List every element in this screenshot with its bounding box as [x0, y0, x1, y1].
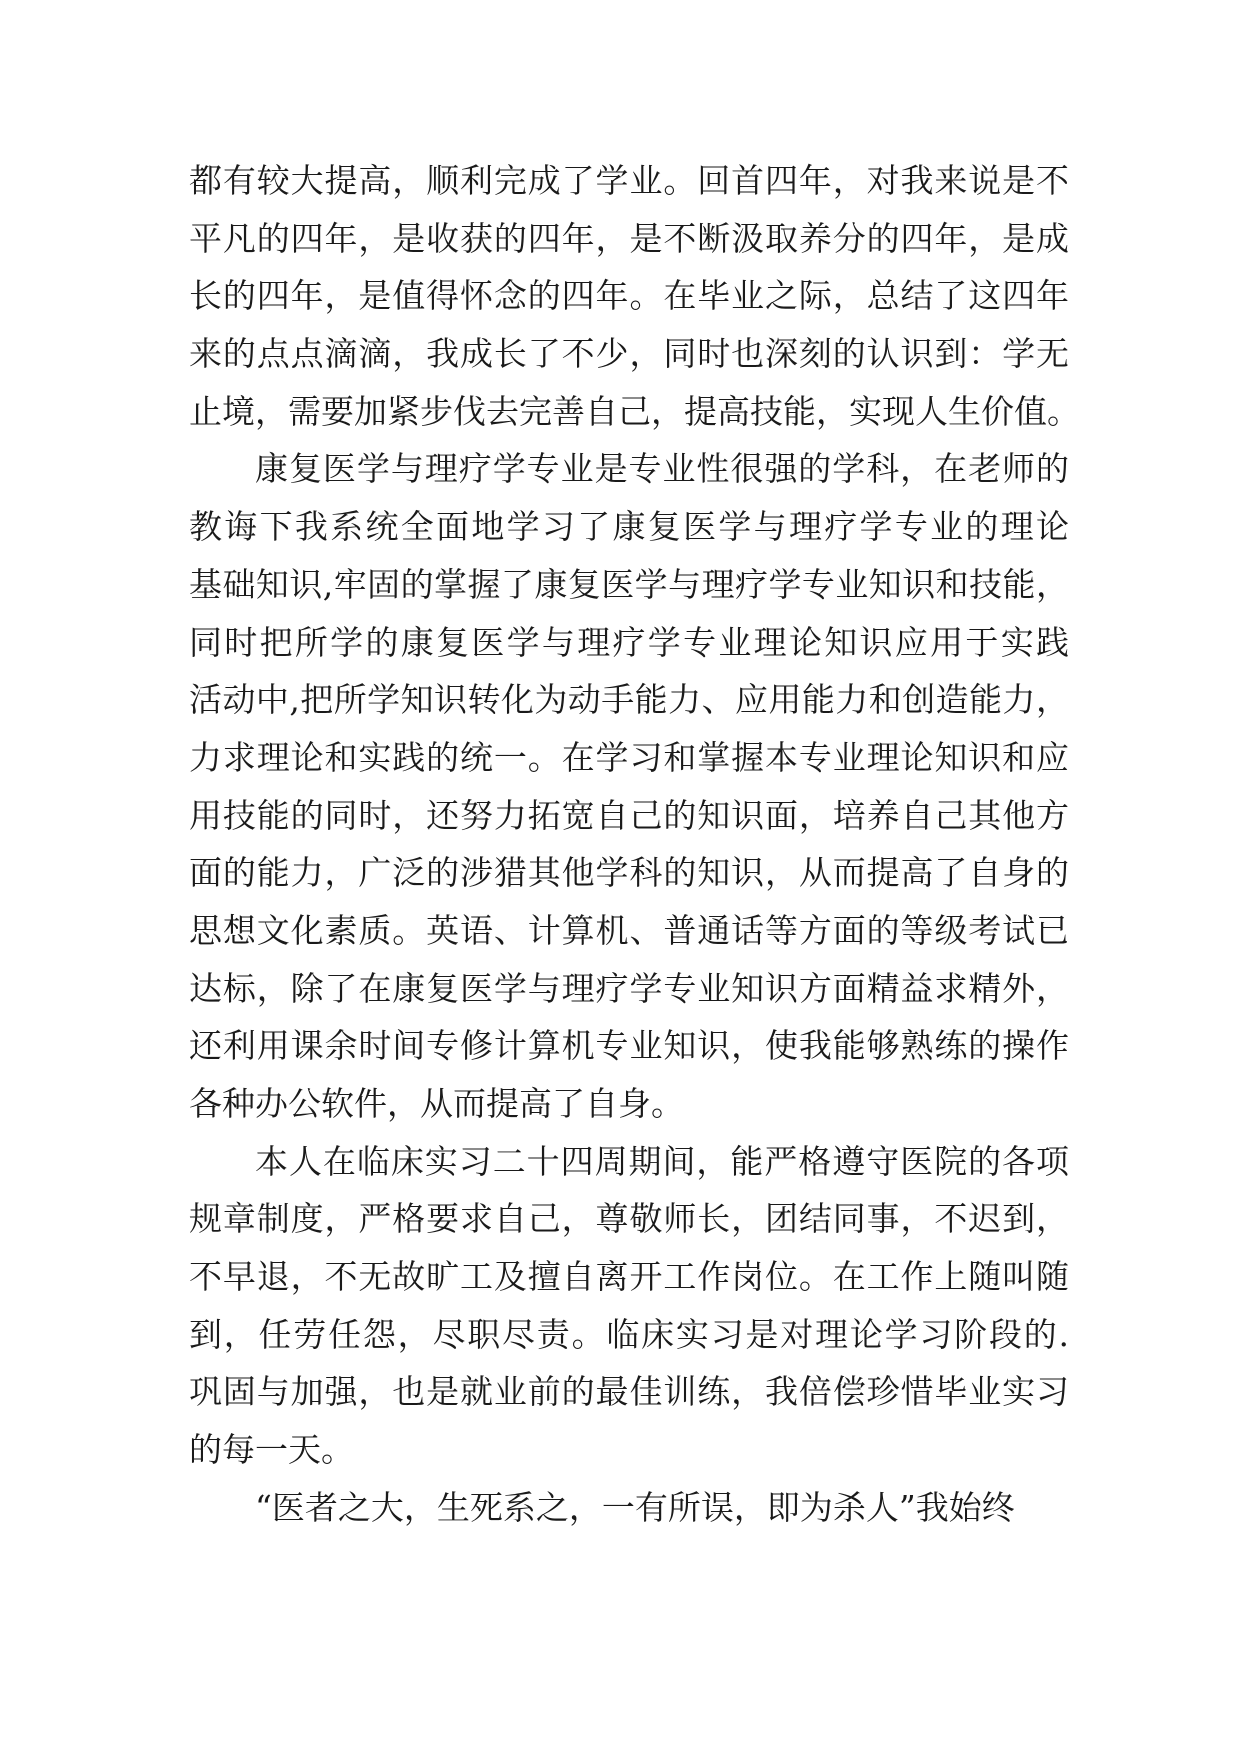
text-line: 活动中,把所学知识转化为动手能力、应用能力和创造能力， — [189, 680, 1069, 720]
text-line: 教诲下我系统全面地学习了康复医学与理疗学专业的理论 — [189, 507, 1069, 547]
text-line: 的每一天。 — [189, 1430, 354, 1470]
text-line: 力求理论和实践的统一。在学习和掌握本专业理论知识和应 — [189, 737, 1069, 777]
paragraph-first-line: 康复医学与理疗学专业是专业性很强的学科，在老师的 — [255, 449, 1069, 489]
text-line: 到，任劳任怨，尽职尽责。临床实习是对理论学习阶段的. — [189, 1314, 1069, 1354]
text-line: 止境，需要加紧步伐去完善自己，提高技能，实现人生价值。 — [189, 391, 1080, 431]
text-line: 各种办公软件，从而提高了自身。 — [189, 1084, 684, 1123]
text-line: 达标，除了在康复医学与理疗学专业知识方面精益求精外， — [189, 968, 1069, 1008]
text-line: 规章制度，严格要求自己，尊敬师长，团结同事，不迟到， — [189, 1199, 1069, 1239]
text-line: 长的四年，是值得怀念的四年。在毕业之际，总结了这四年 — [189, 276, 1069, 316]
text-line: 巩固与加强，也是就业前的最佳训练，我倍偿珍惜毕业实习 — [189, 1372, 1069, 1412]
text-line: 用技能的同时，还努力拓宽自己的知识面，培养自己其他方 — [189, 795, 1069, 835]
text-line: 来的点点滴滴，我成长了不少，同时也深刻的认识到：学无 — [189, 334, 1069, 374]
body-text — [189, 152, 1080, 1537]
text-line: 还利用课余时间专修计算机专业知识，使我能够熟练的操作 — [189, 1026, 1069, 1066]
text-line: 思想文化素质。英语、计算机、普通话等方面的等级考试已 — [189, 910, 1069, 950]
text-line: 面的能力，广泛的涉猎其他学科的知识，从而提高了自身的 — [189, 853, 1069, 893]
text-line: 基础知识,牢固的掌握了康复医学与理疗学专业知识和技能， — [189, 564, 1069, 604]
paragraph-first-line: 本人在临床实习二十四周期间，能严格遵守医院的各项 — [255, 1141, 1069, 1181]
paragraph-first-line: “医者之大，生死系之，一有所误，即为杀人”我始终 — [255, 1487, 1015, 1527]
text-line: 都有较大提高，顺利完成了学业。回首四年，对我来说是不 — [189, 161, 1069, 200]
text-line: 平凡的四年，是收获的四年，是不断汲取养分的四年，是成 — [189, 218, 1069, 258]
text-line: 同时把所学的康复医学与理疗学专业理论知识应用于实践 — [189, 622, 1069, 662]
text-line: 不早退，不无故旷工及擅自离开工作岗位。在工作上随叫随 — [189, 1257, 1069, 1297]
